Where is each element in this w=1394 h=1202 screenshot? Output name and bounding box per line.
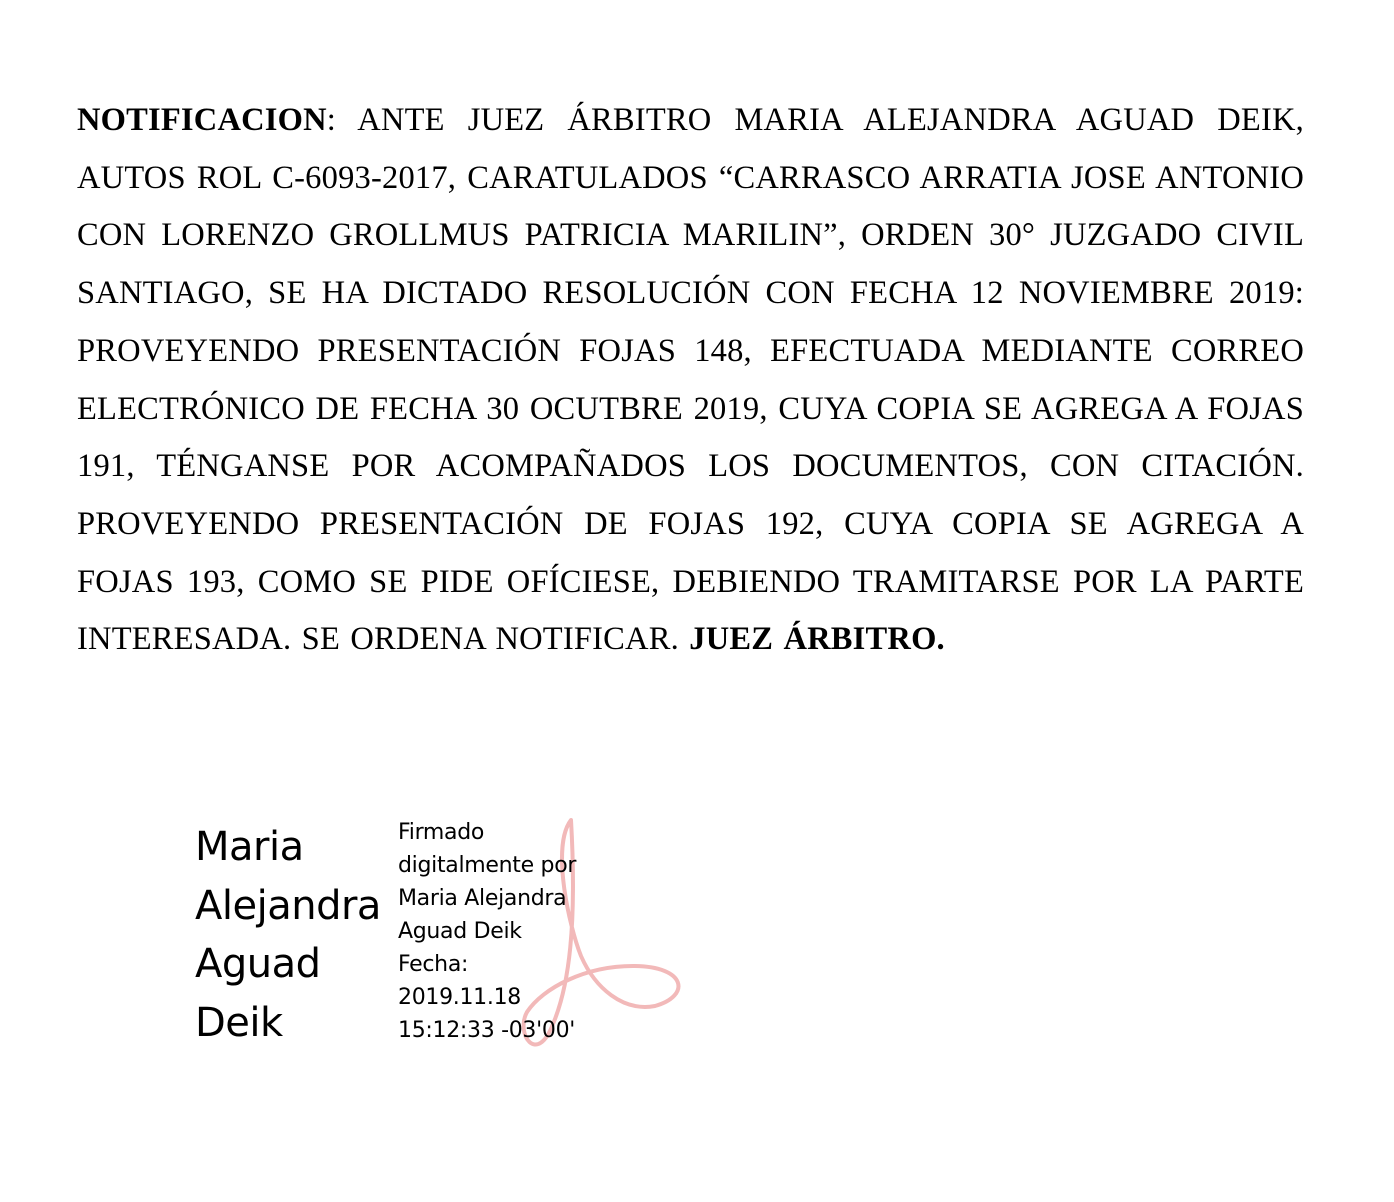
signature-date: 2019.11.18	[398, 985, 521, 1010]
signature-detail-line: digitalmente por	[398, 853, 577, 878]
notification-closing: JUEZ ÁRBITRO.	[689, 621, 945, 658]
signer-name-line: Aguad	[195, 941, 321, 987]
signer-name-line: Alejandra	[195, 882, 381, 929]
signature-time: 15:12:33 -03'00'	[398, 1018, 576, 1043]
signature-detail-line: Aguad Deik	[398, 919, 522, 944]
signer-name-line: Maria	[195, 824, 304, 870]
signer-name	[195, 818, 381, 1052]
notification-label: NOTIFICACION	[77, 102, 327, 138]
digital-signature-block[interactable]	[195, 812, 635, 1062]
notification-paragraph	[77, 92, 1304, 669]
signature-details	[398, 816, 576, 1047]
signature-detail-line: Maria Alejandra	[398, 886, 567, 911]
signer-name-line: Deik	[195, 999, 283, 1046]
signature-detail-line: Firmado	[398, 820, 485, 845]
notification-body: : ANTE JUEZ ÁRBITRO MARIA ALEJANDRA AGUAD DEIK, AUTOS ROL C-6093-2017, CARATULADOS “CARRASCO ARRATIA JOSE ANTONIO CON LORENZO GROLLMUS PATRICIA MARILIN”, ORDEN 30° JUZGADO CIVIL SANTIAGO, SE HA DICTADO RESOLUCIÓN CON FECHA 12 NOVIEMBRE 2019: PROVEYENDO PRESENTACIÓN FOJAS 148, EFECTUADA MEDIANTE CORREO ELECTRÓNICO DE FECHA 30 OCUTBRE 2019, CUYA COPIA SE AGREGA A FOJAS 191, TÉNGANSE POR ACOMPAÑADOS LOS DOCUMENTOS, CON CITACIÓN. PROVEYENDO PRESENTACIÓN DE FOJAS 192, CUYA COPIA SE AGREGA A FOJAS 193, COMO SE PIDE OFÍCIESE, DEBIENDO TRAMITARSE POR LA PARTE INTERESADA. SE ORDENA NOTIFICAR.	[77, 102, 1304, 658]
signature-detail-line: Fecha:	[398, 952, 469, 977]
